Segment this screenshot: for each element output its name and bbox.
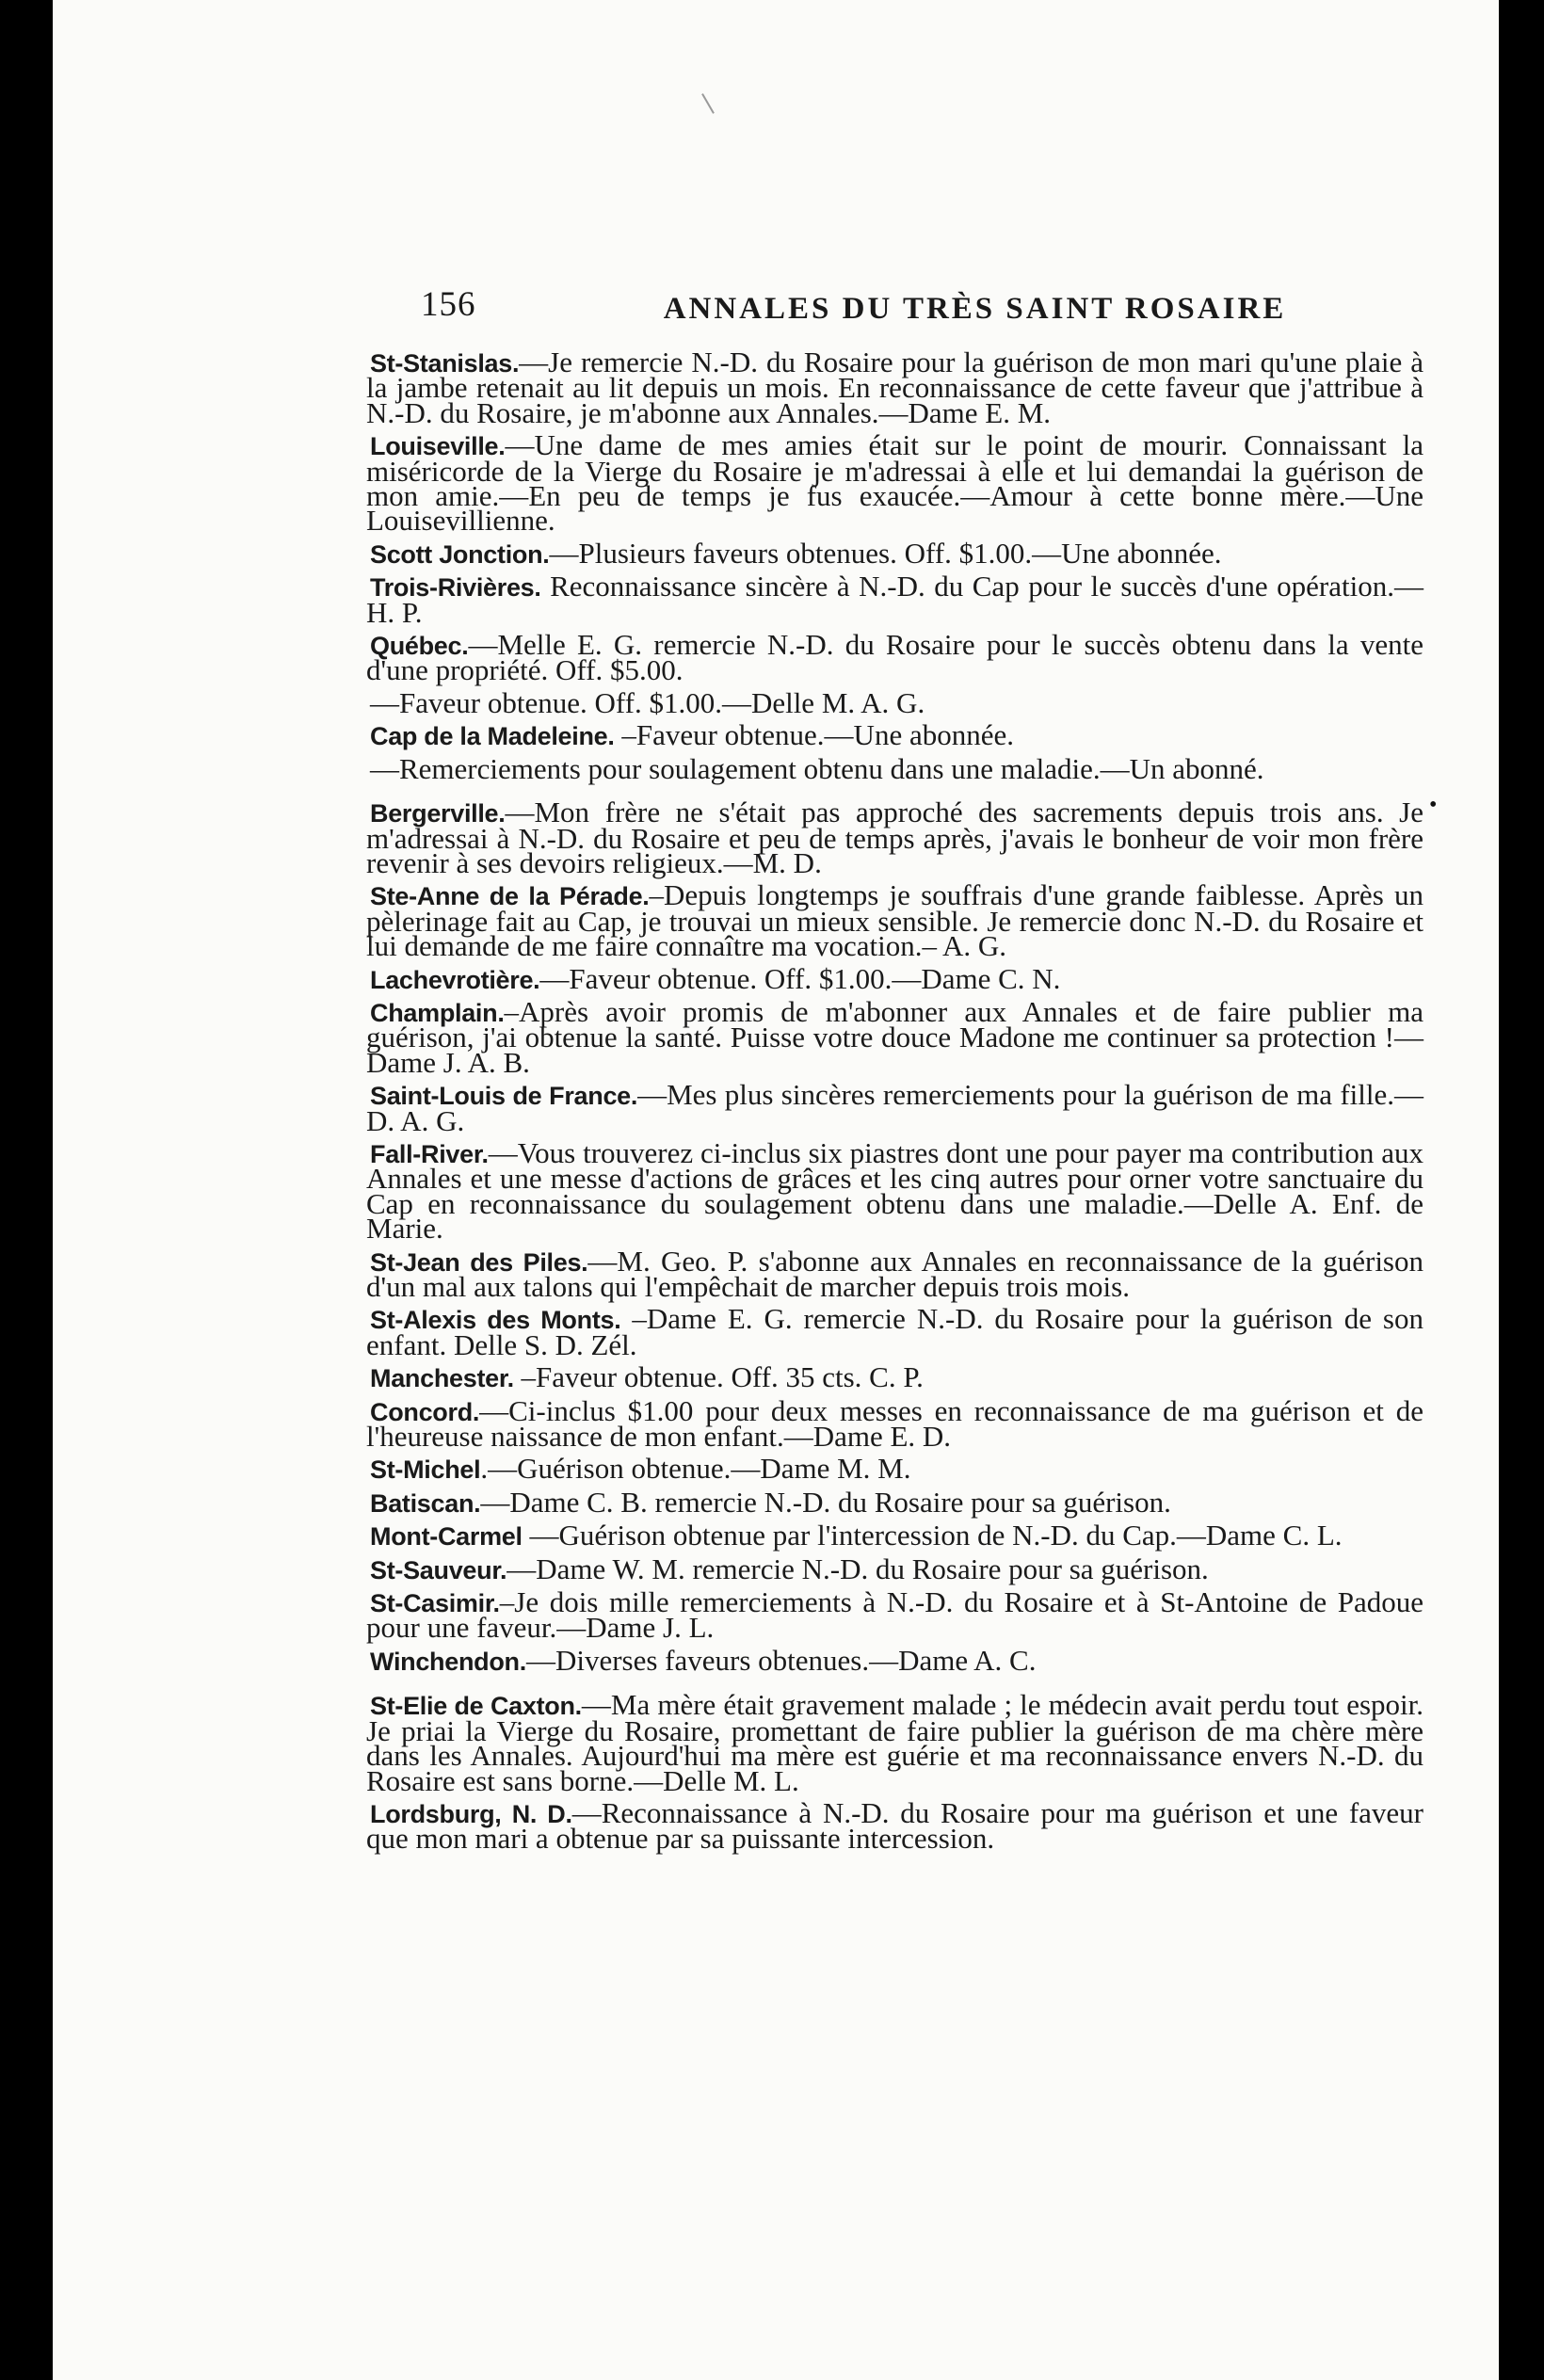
list-item: [366, 685, 1423, 719]
entry-text: —Reconnaissance à N.-D. du Rosaire pour ma guérison et une faveur que mon mari a obtenue par sa puissante intercession.: [366, 1795, 1423, 1856]
entry-text: —Remerciements pour soulagement obtenu dans une maladie.—Un abonné.: [370, 751, 1264, 785]
list-item: [366, 1078, 1423, 1137]
entry-text: —Une dame de mes amies était sur le point de mourir. Connaissant la miséricorde de la Vierge du Rosaire je m'adressai à elle et lui demandai la guérison de mon amie.—En peu de temps je fus exaucée.—Amour à cette bonne mère.—Une Louisevillienne.: [366, 428, 1423, 538]
list-item: [366, 1643, 1423, 1677]
list-item: [366, 1795, 1423, 1856]
entry-place: St-Elie de Caxton.: [370, 1692, 582, 1721]
entry-text: –Faveur obtenue.—Une abonnée.: [614, 718, 1014, 752]
entry-place: Cap de la Madeleine.: [370, 722, 615, 751]
list-item: [366, 1552, 1423, 1585]
list-item: [366, 1244, 1423, 1303]
entry-place: Lordsburg, N. D.: [370, 1799, 572, 1828]
entry-place: Concord.: [370, 1397, 480, 1426]
entry-place: Champlain.: [370, 998, 505, 1027]
entry-text: –Je dois mille remerciements à N.-D. du Rosaire et à St-Antoine de Padoue pour une faveur.—Dame J. L.: [366, 1585, 1423, 1645]
page-number: 156: [421, 285, 476, 324]
list-item: [366, 1360, 1423, 1394]
list-item: [366, 994, 1423, 1079]
list-item: [366, 1519, 1423, 1552]
entry-place: St-Casimir.: [370, 1589, 500, 1618]
entry-text: —Je remercie N.-D. du Rosaire pour la guérison de mon mari qu'une plaie à la jambe retenait au lit depuis un mois. En reconnaissance de cette faveur que j'attribue à N.-D. du Rosaire, je m'abonne aux Annales.—Dame E. M.: [366, 346, 1423, 429]
entry-text: —M. Geo. P. s'abonne aux Annales en reconnaissance de la guérison d'un mal aux talons qui l'empêchait de marcher depuis trois mois.: [366, 1244, 1423, 1303]
page-header: [366, 284, 1423, 350]
list-item: [366, 428, 1423, 538]
entry-text: –Depuis longtemps je souffrais d'une grande faiblesse. Après un pèlerinage fait au Cap, je trouvai un mieux sensible. Je remercie donc N.-D. du Rosaire et lui demande de me faire connaître ma vocation.– A. G.: [366, 878, 1424, 963]
entry-text: Reconnaissance sincère à N.-D. du Cap pour le succès d'une opération.—H. P.: [366, 570, 1423, 629]
entry-place: St-Sauveur.: [370, 1555, 507, 1584]
entry-text: —Ci-inclus $1.00 pour deux messes en reconnaissance de ma guérison et de l'heureuse naissance de mon enfant.—Dame E. D.: [366, 1393, 1423, 1454]
entry-text: —Diverses faveurs obtenues.—Dame A. C.: [525, 1643, 1037, 1677]
list-item: [366, 1452, 1423, 1486]
entry-text: —Mes plus sincères remerciements pour la guérison de ma fille.—D. A. G.: [366, 1078, 1423, 1137]
entry-text: —Guérison obtenue par l'intercession de N.-D. du Cap.—Dame C. L.: [522, 1519, 1343, 1552]
margin-bullet: •: [1429, 793, 1438, 817]
list-item: [366, 1302, 1423, 1361]
entry-text: —Vous trouverez ci-inclus six piastres dont une pour payer ma contribution aux Annales et une messe d'actions de grâces et les cinq autres pour orner votre sanctuaire du Cap en reconnaissance du soulagement obtenu dans une maladie.—Delle A. Enf. de Marie.: [366, 1135, 1423, 1246]
entry-text: —Melle E. G. remercie N.-D. du Rosaire pour le succès obtenu dans la vente d'une propriété. Off. $5.00.: [366, 628, 1423, 687]
entry-text: –Après avoir promis de m'abonner aux Annales et de faire publier ma guérison, j'ai obtenue la santé. Puisse votre douce Madone me continuer sa protection !—Dame J. A. B.: [366, 994, 1423, 1079]
list-item: [366, 346, 1423, 429]
entry-place: Trois-Rivières.: [370, 573, 541, 603]
entry-place: St-Jean des Piles.: [370, 1247, 588, 1277]
entry-place: St-Stanislas.: [370, 349, 520, 378]
entries-list: [366, 346, 1424, 1856]
entry-text: –Faveur obtenue. Off. 35 cts. C. P.: [513, 1360, 924, 1394]
entry-place: St-Alexis des Monts.: [370, 1306, 621, 1335]
entry-place: Saint-Louis de France.: [370, 1082, 638, 1111]
entry-place: Mont-Carmel: [370, 1522, 523, 1552]
entry-place: St-Michel: [370, 1455, 481, 1485]
entry-place: Batiscan.: [370, 1488, 481, 1518]
entry-place: Bergerville.: [370, 799, 506, 828]
entry-place: Québec.: [370, 632, 469, 661]
entry-place: Manchester.: [370, 1364, 514, 1393]
scan-mark: [701, 93, 715, 114]
entry-text: —Faveur obtenue. Off. $1.00.—Dame C. N.: [539, 961, 1061, 995]
list-item: [366, 1135, 1423, 1246]
entry-place: Scott Jonction.: [370, 539, 550, 569]
list-item: [366, 751, 1423, 785]
list-item: [366, 1688, 1424, 1797]
entry-text: —Plusieurs faveurs obtenues. Off. $1.00.—Une abonnée.: [549, 536, 1222, 570]
page: [53, 0, 1499, 2380]
list-item: [366, 878, 1424, 963]
entry-text: –Dame E. G. remercie N.-D. du Rosaire pour la guérison de son enfant. Delle S. D. Zél.: [366, 1302, 1423, 1361]
list-item: [366, 718, 1423, 752]
entry-text: —Ma mère était gravement malade ; le médecin avait perdu tout espoir. Je priai la Vierge du Rosaire, promettant de faire publier la guérison de ma chère mère dans les Annales. Aujourd'hui ma mère est guérie et ma reconnaissance envers N.-D. du Rosaire est sans borne.—Delle M. L.: [366, 1688, 1424, 1797]
list-item: [366, 796, 1423, 879]
entry-text: —Mon frère ne s'était pas approché des sacrements depuis trois ans. Je m'adressai à N.-D. du Rosaire et peu de temps après, j'avais le bonheur de voir mon frère revenir à ses devoirs religieux.—M. D.: [366, 796, 1423, 879]
entry-place: Lachevrotière.: [370, 965, 540, 994]
entry-place: Ste-Anne de la Pérade.: [370, 882, 650, 911]
list-item: [366, 536, 1423, 570]
list-item: [366, 1485, 1423, 1519]
text-column: [366, 284, 1424, 1856]
entry-place: Winchendon.: [370, 1647, 526, 1676]
list-item: [366, 961, 1423, 995]
entry-text: .—Guérison obtenue.—Dame M. M.: [480, 1452, 911, 1486]
entry-place: Fall-River.: [370, 1139, 489, 1168]
list-item: [366, 570, 1423, 629]
entry-text: —Faveur obtenue. Off. $1.00.—Delle M. A. G.: [370, 685, 925, 719]
running-head: ANNALES DU TRÈS SAINT ROSAIRE: [663, 292, 1287, 326]
entry-text: —Dame W. M. remercie N.-D. du Rosaire pour sa guérison.: [507, 1552, 1209, 1585]
list-item: [366, 1585, 1423, 1645]
list-item: [366, 628, 1423, 687]
list-item: [366, 1393, 1423, 1454]
entry-place: Louiseville.: [370, 432, 506, 461]
entry-text: —Dame C. B. remercie N.-D. du Rosaire pour sa guérison.: [480, 1485, 1171, 1519]
